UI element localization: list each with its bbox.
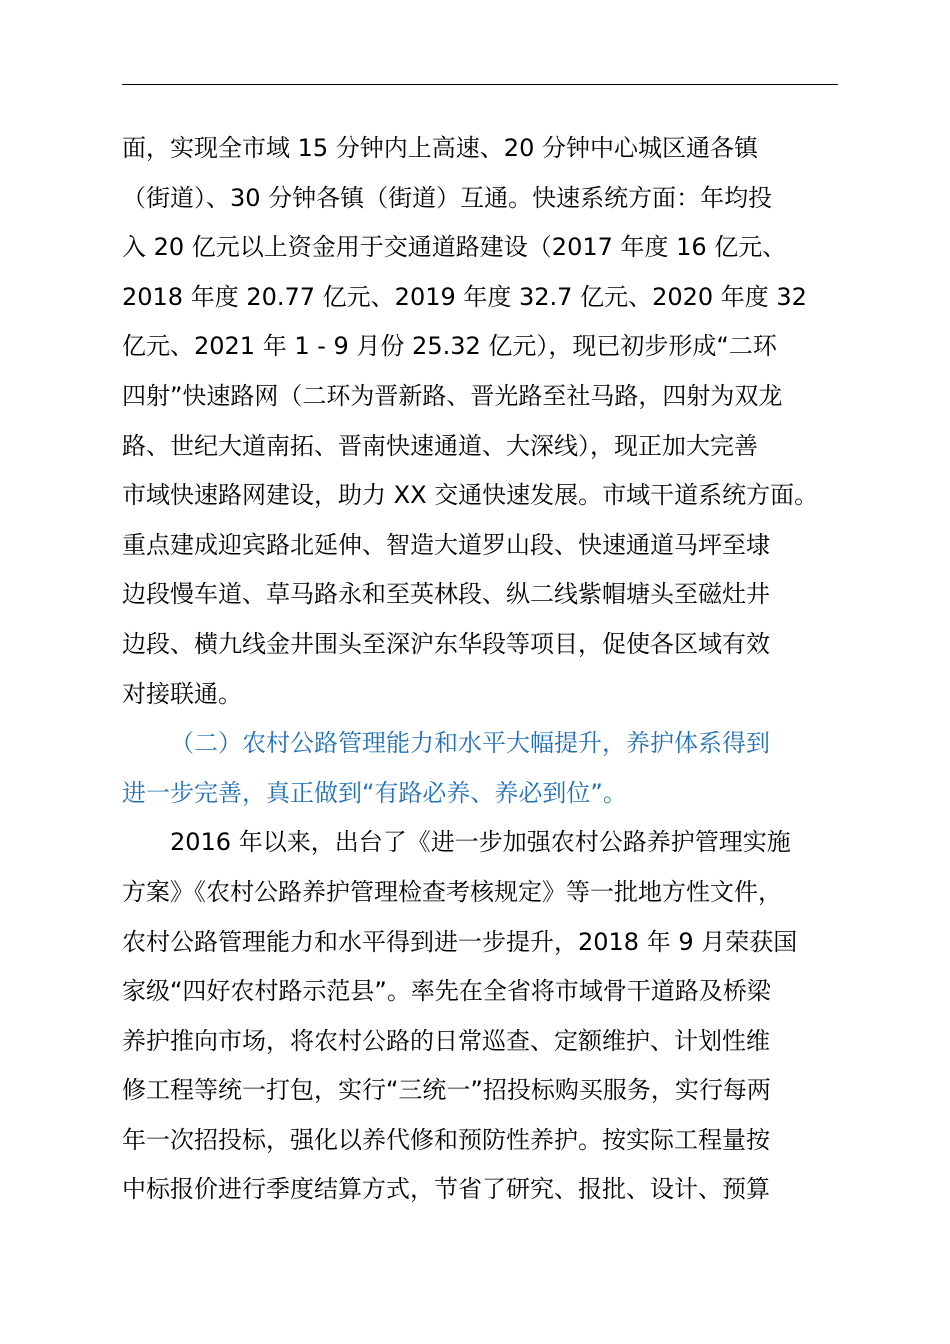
text-line: 2018 年度 20.77 亿元、2019 年度 32.7 亿元、2020 年度 32: [122, 282, 807, 311]
text-line: 路、世纪大道南拓、晋南快速通道、大深线），现正加大完善: [122, 431, 758, 460]
text-line: 边段、横九线金井围头至深沪东华段等项目，促使各区域有效: [122, 629, 770, 658]
text-line: 中标报价进行季度结算方式，节省了研究、报批、设计、预算: [122, 1175, 770, 1204]
text-line: 四射”快速路网（二环为晋新路、晋光路至社马路，四射为双龙: [122, 381, 783, 410]
paragraph-1: [122, 124, 838, 719]
text-line: 面，实现全市域 15 分钟内上高速、20 分钟中心城区通各镇: [122, 134, 758, 162]
section-heading: [122, 719, 838, 818]
text-line: 入 20 亿元以上资金用于交通道路建设（2017 年度 16 亿元、: [122, 233, 787, 262]
text-line: 重点建成迎宾路北延伸、智造大道罗山段、快速通道马坪至埭: [122, 530, 770, 559]
text-line: 农村公路管理能力和水平得到进一步提升，2018 年 9 月荣获国: [122, 927, 798, 956]
text-line: 养护推向市场，将农村公路的日常巡查、定额维护、计划性维: [122, 1026, 770, 1055]
text-line: 2016 年以来，出台了《进一步加强农村公路养护管理实施: [170, 828, 791, 857]
text-line: 年一次招投标，强化以养代修和预防性养护。按实际工程量按: [122, 1125, 770, 1154]
page-body: [122, 124, 838, 1215]
header-rule: [122, 84, 838, 85]
text-line: 边段慢车道、草马路永和至英林段、纵二线紫帽塘头至磁灶井: [122, 580, 770, 609]
text-line: 市域快速路网建设，助力 XX 交通快速发展。市域干道系统方面。: [122, 481, 819, 510]
text-line: （街道）、30 分钟各镇（街道）互通。快速系统方面：年均投: [122, 183, 773, 212]
heading-line: 进一步完善，真正做到“有路必养、养必到位”。: [122, 778, 627, 807]
text-line: 方案》《农村公路养护管理检查考核规定》等一批地方性文件，: [122, 877, 782, 906]
text-line: 修工程等统一打包，实行“三统一”招投标购买服务，实行每两: [122, 1076, 771, 1105]
paragraph-2: [122, 818, 838, 1215]
heading-line: （二）农村公路管理能力和水平大幅提升，养护体系得到: [170, 729, 770, 758]
text-line: 对接联通。: [122, 679, 242, 708]
text-line: 亿元、2021 年 1 - 9 月份 25.32 亿元），现已初步形成“二环: [122, 332, 777, 361]
text-line: 家级“四好农村路示范县”。率先在全省将市域骨干道路及桥梁: [122, 977, 771, 1006]
